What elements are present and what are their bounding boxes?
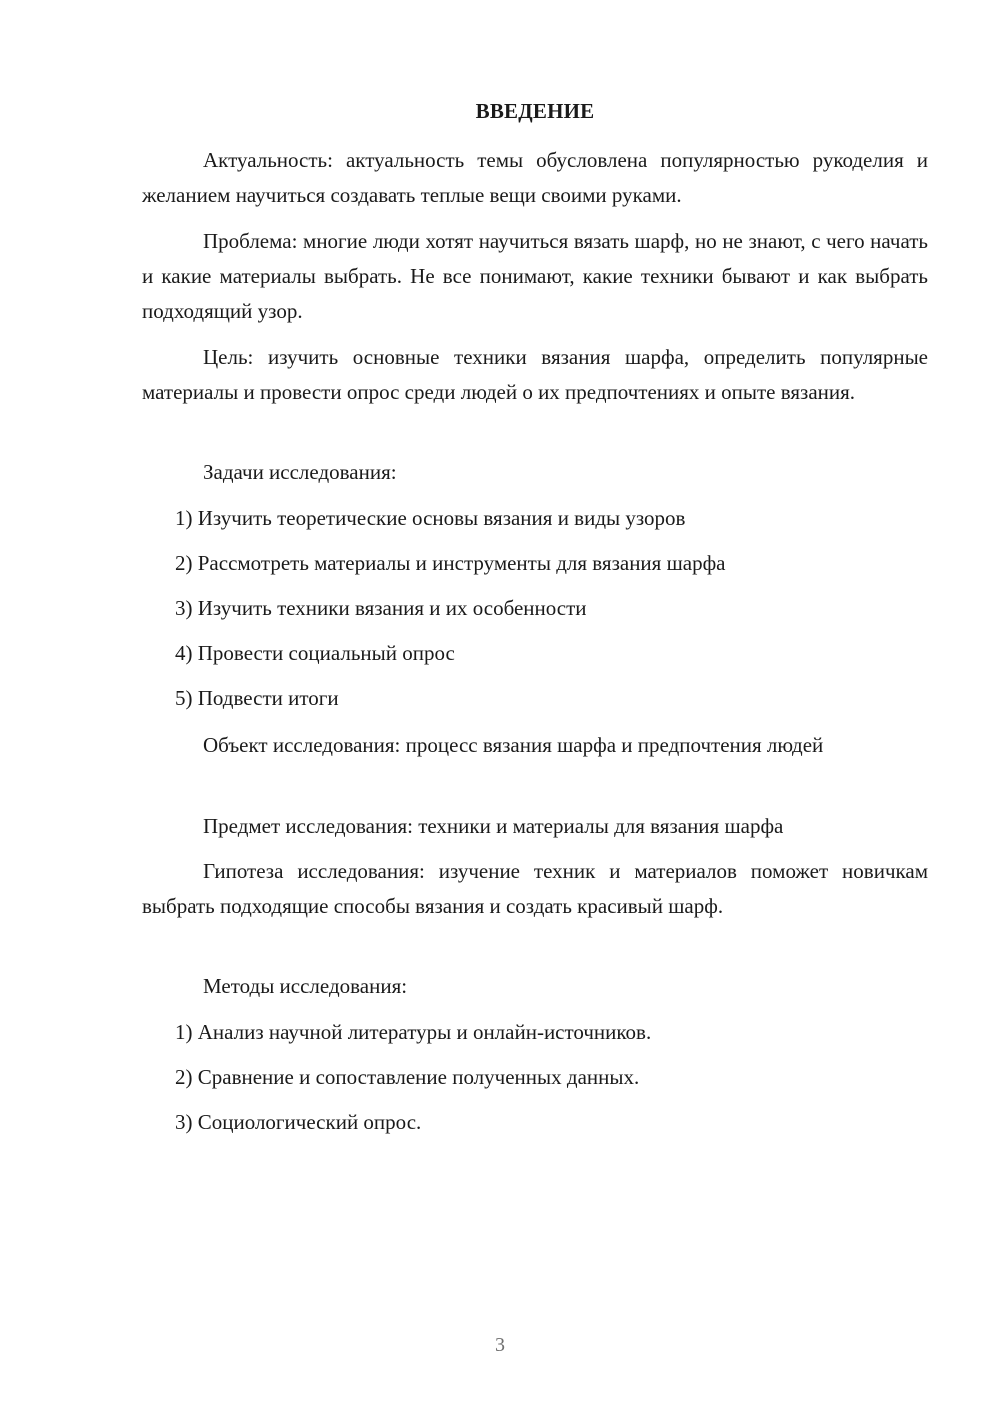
- task-item: 1) Изучить теоретические основы вязания и виды узоров: [175, 506, 686, 530]
- page-title: ВВЕДЕНИЕ: [475, 99, 595, 123]
- methods-title: Методы исследования:: [203, 974, 408, 998]
- task-item: 3) Изучить техники вязания и их особенности: [175, 596, 587, 620]
- task-item: 2) Рассмотреть материалы и инструменты для вязания шарфа: [175, 551, 726, 575]
- object-paragraph: Объект исследования: процесс вязания шарфа и предпочтения людей: [203, 733, 824, 757]
- problem-paragraph: Проблема: многие люди хотят научиться вязать шарф, но не знают, с чего начать и какие материалы выбрать. Не все понимают, какие техники бывают и как выбрать подходящий узор.: [142, 229, 928, 323]
- method-item: 2) Сравнение и сопоставление полученных данных.: [175, 1065, 640, 1089]
- goal-paragraph: Цель: изучить основные техники вязания шарфа, определить популярные материалы и провести опрос среди людей о их предпочтениях и опыте вязания.: [142, 345, 928, 404]
- subject-paragraph: Предмет исследования: техники и материалы для вязания шарфа: [203, 814, 784, 838]
- hypothesis-paragraph: Гипотеза исследования: изучение техник и материалов поможет новичкам выбрать подходящие способы вязания и создать красивый шарф.: [142, 859, 928, 918]
- tasks-title: Задачи исследования:: [203, 460, 397, 484]
- task-item: 4) Провести социальный опрос: [175, 641, 455, 665]
- method-item: 3) Социологический опрос.: [175, 1110, 422, 1134]
- task-item: 5) Подвести итоги: [175, 686, 339, 710]
- page-number: 3: [495, 1334, 505, 1356]
- relevance-paragraph: Актуальность: актуальность темы обусловлена популярностью рукоделия и желанием научиться создавать теплые вещи своими руками.: [142, 148, 928, 207]
- method-item: 1) Анализ научной литературы и онлайн-источников.: [175, 1020, 652, 1044]
